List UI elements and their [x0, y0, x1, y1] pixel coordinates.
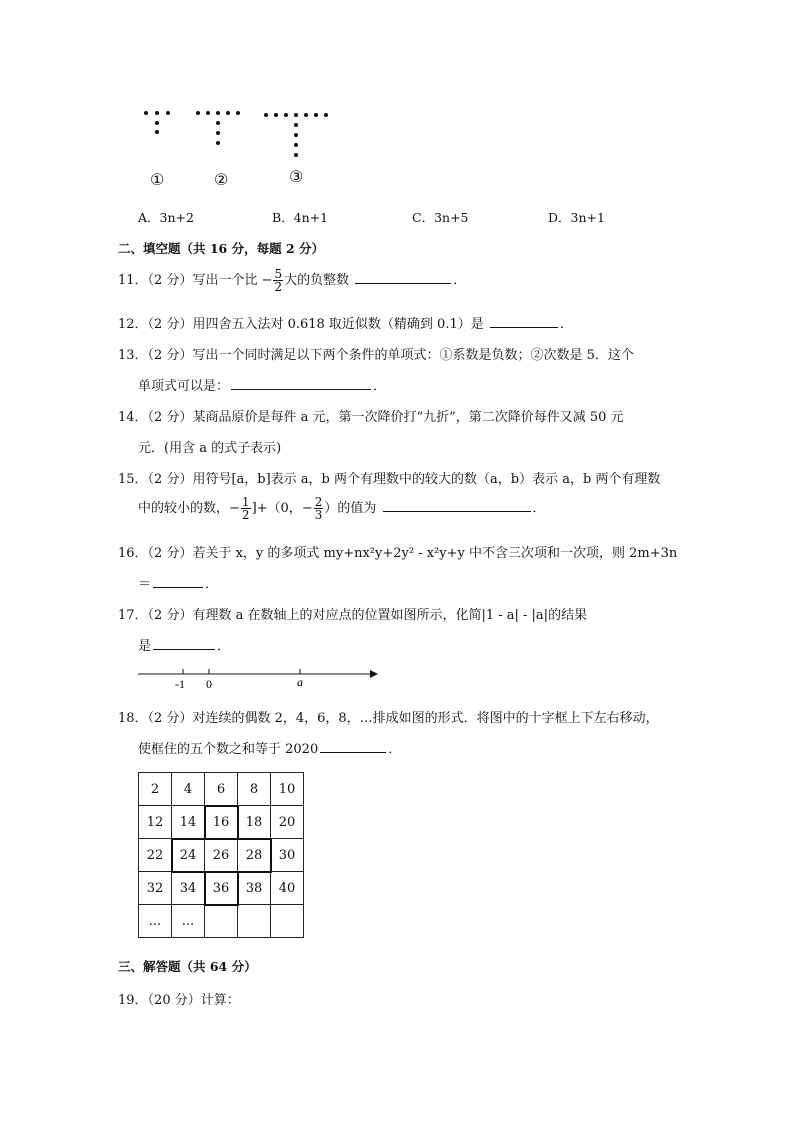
q15-minus-2: − — [301, 501, 313, 516]
grid-cell: 16 — [205, 806, 238, 839]
q17-answer-blank[interactable] — [153, 637, 215, 650]
question-12 — [118, 313, 573, 332]
grid-cell: 10 — [271, 773, 304, 806]
cross-frame-top — [204, 805, 239, 840]
grid-row — [139, 773, 304, 806]
figure-label-1: ① — [150, 170, 165, 189]
option-a: A．3n+2 — [138, 210, 194, 225]
figure-label-2: ② — [214, 170, 229, 189]
q18-line2-text: 使框住的五个数之和等于 2020 — [138, 742, 319, 757]
q12-text: 12．（2 分）用四舍五入法对 0.618 取近似数（精确到 0.1）是 — [118, 317, 484, 332]
q15-prefix: 中的较小的数， — [138, 501, 230, 516]
q15-answer-blank[interactable] — [383, 499, 531, 512]
q15-frac1-denominator: 2 — [241, 508, 250, 522]
number-line-arrow-icon — [370, 670, 378, 678]
q15-suffix: ）的值为 — [324, 501, 377, 516]
q16-end: ． — [205, 577, 219, 592]
grid-cell: 26 — [205, 839, 238, 872]
question-18-line2 — [138, 738, 401, 757]
grid-cell: 30 — [271, 839, 304, 872]
grid-cell: 4 — [172, 773, 205, 806]
q12-answer-blank[interactable] — [490, 315, 558, 328]
grid-cell: 36 — [205, 872, 238, 905]
figure-label-3: ③ — [289, 167, 304, 186]
question-16-line2 — [138, 573, 218, 592]
grid-cell: 34 — [172, 872, 205, 905]
q12-end: ． — [559, 317, 573, 332]
grid-cell — [238, 905, 271, 938]
question-13-line2 — [138, 375, 386, 394]
number-line — [130, 662, 390, 694]
q11-numerator: 5 — [274, 267, 283, 281]
question-15-line1: 15．（2 分）用符号[a，b]表示 a，b 两个有理数中的较大的数（a，b）表示 a，b 两个有理数 — [118, 472, 661, 487]
grid-cell — [271, 905, 304, 938]
question-14-line2: 元．(用含 a 的式子表示) — [138, 441, 282, 456]
label-minus-one: -1 — [175, 677, 185, 691]
grid-cell: 20 — [271, 806, 304, 839]
question-19: 19．（20 分）计算： — [118, 993, 240, 1008]
q15-middle: ]+（0， — [251, 501, 302, 516]
q15-minus-1: − — [229, 501, 240, 516]
q16-answer-blank[interactable] — [153, 575, 203, 588]
question-13-line1: 13．（2 分）写出一个同时满足以下两个条件的单项式：①系数是负数；②次数是 5．这个 — [118, 348, 634, 363]
label-zero: 0 — [206, 677, 212, 691]
question-17-line1: 17．（2 分）有理数 a 在数轴上的对应点的位置如图所示，化简|1 - a| - |a|的结果 — [118, 608, 588, 623]
q13-end: ． — [373, 379, 387, 394]
grid-cell: 18 — [238, 806, 271, 839]
q17-end: ． — [217, 639, 231, 654]
q15-end: ． — [532, 501, 546, 516]
q16-line2-text: ＝ — [138, 577, 152, 592]
grid-cell: 40 — [271, 872, 304, 905]
grid-cell: 38 — [238, 872, 271, 905]
q13-answer-blank[interactable] — [231, 377, 371, 390]
grid-cell: ... — [172, 905, 205, 938]
q11-fraction — [273, 268, 283, 293]
grid-cell: ... — [139, 905, 172, 938]
question-17-line2 — [138, 635, 230, 654]
label-a: a — [297, 675, 303, 689]
q11-denominator: 2 — [274, 280, 283, 294]
q11-prefix: 11．（2 分）写出一个比 — [118, 273, 262, 288]
grid-cell: 22 — [139, 839, 172, 872]
cross-frame-bottom — [204, 871, 239, 906]
q11-minus: − — [261, 273, 273, 288]
grid-cell: 6 — [205, 773, 238, 806]
option-b: B．4n+1 — [272, 210, 329, 225]
grid-cell: 8 — [238, 773, 271, 806]
q18-end: ． — [388, 742, 402, 757]
q15-frac1-numerator: 1 — [241, 495, 250, 509]
grid-cell: 32 — [139, 872, 172, 905]
grid-cell: 24 — [172, 839, 205, 872]
q15-frac2-numerator: 2 — [314, 495, 323, 509]
q13-line2-text: 单项式可以是： — [138, 379, 230, 394]
grid-row — [139, 905, 304, 938]
q15-fraction-2 — [314, 496, 324, 521]
section-heading-solutions: 三、解答题（共 64 分） — [118, 959, 257, 974]
grid-cell: 12 — [139, 806, 172, 839]
q18-answer-blank[interactable] — [320, 740, 386, 753]
question-15-line2 — [138, 496, 546, 521]
question-14-line1: 14．（2 分）某商品原价是每件 a 元，第一次降价打“九折”，第二次降价每件又减 50 元 — [118, 410, 624, 425]
section-heading-fill-in: 二、填空题（共 16 分，每题 2 分） — [118, 241, 325, 256]
q11-end: ． — [453, 273, 467, 288]
q15-fraction-1 — [241, 496, 251, 521]
grid-cell: 2 — [139, 773, 172, 806]
q11-answer-blank[interactable] — [355, 271, 451, 284]
q17-line2-text: 是 — [138, 639, 152, 654]
grid-cell: 28 — [238, 839, 271, 872]
q11-suffix: 大的负整数 — [284, 273, 350, 288]
question-16-line1: 16．（2 分）若关于 x，y 的多项式 my+nx²y+2y² - x²y+y 中不含三次项和一次项，则 2m+3n — [118, 546, 678, 561]
q15-frac2-denominator: 3 — [314, 508, 323, 522]
question-18-line1: 18．（2 分）对连续的偶数 2，4，6，8，…排成如图的形式．将图中的十字框上下左右移动， — [118, 711, 659, 726]
cross-frame-middle — [171, 838, 272, 873]
option-d: D．3n+1 — [548, 210, 605, 225]
question-11 — [118, 268, 466, 293]
option-c: C．3n+5 — [412, 210, 469, 225]
grid-cell: 14 — [172, 806, 205, 839]
grid-cell — [205, 905, 238, 938]
